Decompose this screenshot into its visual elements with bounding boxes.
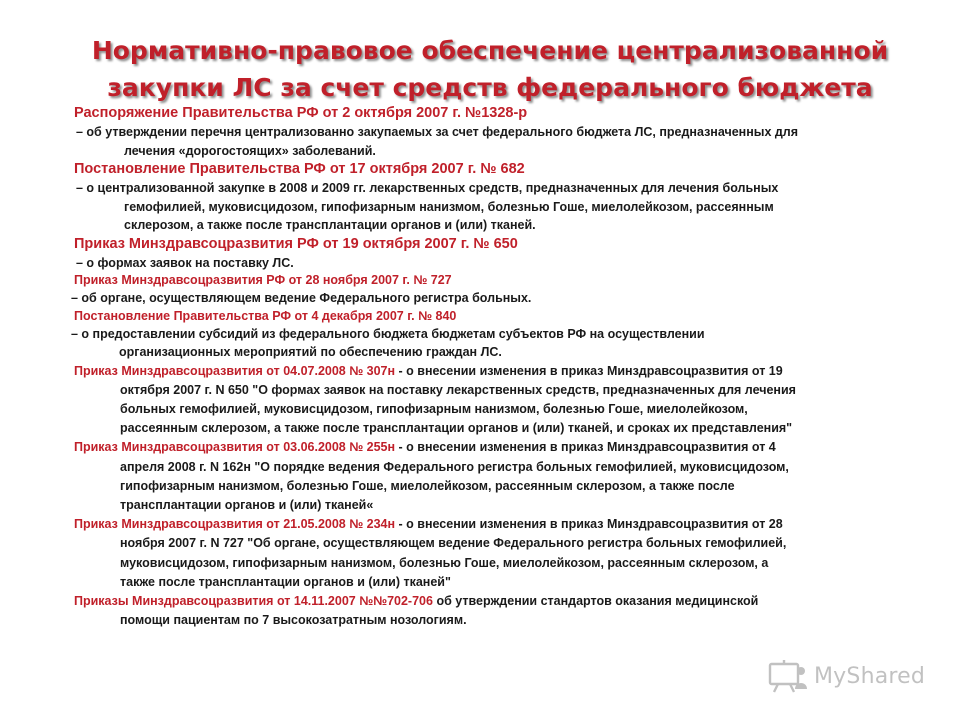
order-paragraph: Приказы Минздравсоцразвития от 14.11.2007 №№702-706 об утверждении стандартов оказания медицинской помощи пациентам по 7 высокозатратным нозологиям.	[74, 593, 759, 628]
regulation-description: – об органе, осуществляющем ведение Федерального регистра больных.	[71, 291, 532, 305]
regulation-description: – об утверждении перечня централизованно закупаемых за счет федерального бюджета ЛС, предназначенных для лечения «дорогостоящих» заболеваний.	[76, 125, 799, 158]
title-line-1: Нормативно-правовое обеспечение централизованной	[91, 36, 889, 65]
order-paragraph: Приказ Минздравсоцразвития от 21.05.2008 № 234н - о внесении изменения в приказ Минздравсоцразвития от 28 ноября 2007 г. N 727 "Об органе, осуществляющем ведение Федерального регистра больных гемофилией, муковисцидозом, гипофизарным нанизмом, болезнью Гоше, миелолейкозом, рассеянным склерозом, а также после трансплантации органов и (или) тканей"	[74, 517, 787, 589]
slide-body	[71, 104, 904, 630]
regulation-heading: Приказ Минздравсоцразвития РФ от 19 октября 2007 г. № 650	[74, 235, 518, 252]
order-paragraph: Приказ Минздравсоцразвития от 03.06.2008 № 255н - о внесении изменения в приказ Минздравсоцразвития от 4 апреля 2008 г. N 162н "О порядке ведения Федерального регистра больных гемофилией, муковисцидозом, гипофизарным нанизмом, болезнью Гоше, миелолейкозом, рассеянным склерозом, а также после трансплантации органов и (или) тканей«	[74, 440, 789, 512]
order-paragraph: Приказ Минздравсоцразвития от 04.07.2008 № 307н - о внесении изменения в приказ Минздравсоцразвития от 19 октября 2007 г. N 650 "О формах заявок на поставку лекарственных средств, предназначенных для лечения больных гемофилией, муковисцидозом, гипофизарным нанизмом, болезнью Гоше, миелолейкозом, рассеянным склерозом, а также после трансплантации органов и (или) тканей, и сроках их представления"	[74, 363, 796, 436]
regulation-entry	[71, 272, 904, 308]
regulation-heading: Постановление Правительства РФ от 4 декабря 2007 г. № 840	[74, 308, 457, 323]
order-heading: Приказы Минздравсоцразвития от 14.11.2007 №№702-706	[74, 593, 433, 608]
order-heading: Приказ Минздравсоцразвития от 04.07.2008 № 307н	[74, 363, 396, 378]
regulation-entry	[74, 104, 904, 160]
regulation-heading: Приказ Минздравсоцразвития РФ от 28 ноября 2007 г. № 727	[74, 273, 452, 287]
regulation-description: – о предоставлении субсидий из федерального бюджета бюджетам субъектов РФ на осуществлении организационных мероприятий по обеспечению граждан ЛС.	[71, 326, 705, 359]
regulation-description: – о централизованной закупке в 2008 и 2009 гг. лекарственных средств, предназначенных для лечения больных гемофилией, муковисцидозом, гипофизарным нанизмом, болезнью Гоше, миелолейкозом, рассеянным склерозом, а также после трансплантации органов и (или) тканей.	[76, 181, 779, 232]
order-heading: Приказ Минздравсоцразвития от 21.05.2008 № 234н	[74, 517, 396, 532]
presentation-board-icon	[768, 659, 808, 693]
regulation-entry	[71, 308, 904, 362]
regulation-entry	[74, 160, 904, 235]
title-line-2: закупки ЛС за счет средств федерального бюджета	[107, 73, 873, 102]
regulation-entry	[74, 235, 904, 273]
regulation-description: – о формах заявок на поставку ЛС.	[76, 255, 294, 270]
watermark-text: MyShared	[814, 663, 926, 689]
slide-title	[60, 32, 920, 106]
myshared-watermark	[768, 656, 938, 696]
order-heading: Приказ Минздравсоцразвития от 03.06.2008 № 255н	[74, 440, 396, 455]
regulation-heading: Постановление Правительства РФ от 17 октября 2007 г. № 682	[74, 161, 525, 177]
regulation-heading: Распоряжение Правительства РФ от 2 октября 2007 г. №1328-р	[74, 105, 528, 121]
